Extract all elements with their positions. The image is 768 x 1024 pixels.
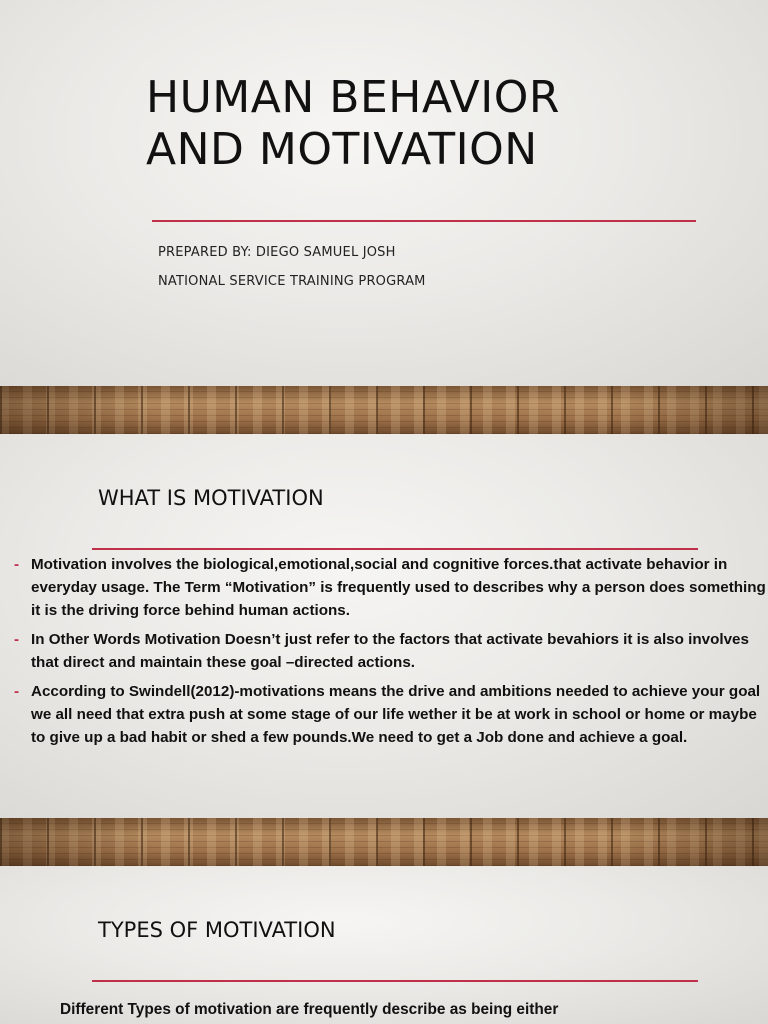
- slide-title-line-1: HUMAN BEHAVIOR: [146, 72, 560, 123]
- bullet-dash: -: [14, 556, 20, 573]
- wood-floor-divider: [0, 818, 768, 866]
- slide-title: [146, 72, 560, 176]
- bullet-text: According to Swindell(2012)-motivations means the drive and ambitions needed to achieve your goal we all need that extra push at some stage of our life wether it be at work in school or home or maybe to give up a bad habit or shed a few pounds.We need to get a Job done and achieve a goal.: [31, 683, 761, 746]
- slide-title-line-2: AND MOTIVATION: [146, 124, 538, 175]
- list-item: [14, 680, 768, 749]
- program-name-text: NATIONAL SERVICE TRAINING PROGRAM: [158, 274, 426, 289]
- slide-heading: TYPES OF MOTIVATION: [98, 918, 336, 942]
- heading-divider: [92, 980, 698, 982]
- title-slide: [0, 0, 768, 386]
- bullet-dash: -: [14, 631, 20, 648]
- bullet-text: Motivation involves the biological,emotional,social and cognitive forces.that activate behavior in everyday usage. The Term “Motivation” is frequently used to describes why a person does something it is the driving force behind human actions.: [31, 556, 766, 619]
- bullet-dash: -: [14, 683, 20, 700]
- list-item: [14, 553, 768, 622]
- slide-heading: WHAT IS MOTIVATION: [98, 486, 324, 510]
- list-item: [14, 628, 768, 674]
- bullet-text: In Other Words Motivation Doesn’t just refer to the factors that activate bevahiors it is also involves that direct and maintain these goal –directed actions.: [31, 631, 749, 671]
- wood-floor-divider: [0, 386, 768, 434]
- title-divider: [152, 220, 696, 222]
- types-intro-text: Different Types of motivation are frequently describe as being either: [60, 1001, 559, 1018]
- motivation-bullet-list: [14, 553, 768, 755]
- heading-divider: [92, 548, 698, 550]
- prepared-by-text: PREPARED BY: DIEGO SAMUEL JOSH: [158, 245, 396, 260]
